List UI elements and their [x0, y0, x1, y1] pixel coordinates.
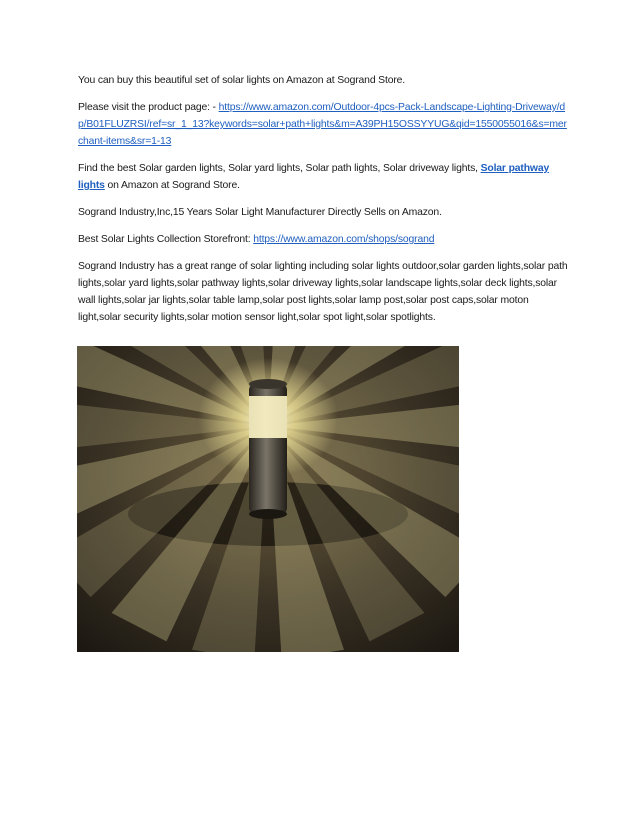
manufacturer-paragraph: Sogrand Industry,Inc,15 Years Solar Light Manufacturer Directly Sells on Amazon. — [78, 207, 442, 218]
storefront-label: Best Solar Lights Collection Storefront: — [78, 234, 254, 245]
intro-paragraph: You can buy this beautiful set of solar lights on Amazon at Sogrand Store. — [78, 75, 406, 86]
solar-pathway-lights-link[interactable]: Solar pathway lights — [78, 163, 550, 191]
storefront-link[interactable]: https://www.amazon.com/shops/sogrand — [253, 234, 435, 245]
solar-light-photo-graphic — [77, 346, 459, 652]
find-best-text: Find the best Solar garden lights, Solar yard lights, Solar path lights, Solar driveway lights, — [78, 163, 481, 174]
storefront-paragraph — [78, 231, 568, 248]
document-body — [78, 72, 568, 336]
find-best-suffix: on Amazon at Sogrand Store. — [104, 180, 240, 191]
product-range-paragraph: Sogrand Industry has a great range of solar lighting including solar lights outdoor,solar garden lights,solar path lights,solar yard lights,solar pathway lights,solar driveway lights,solar landscape lights,solar deck lights,solar wall lights,solar jar lights,solar table lamp,solar post lights,solar lamp post,solar post caps,solar moton light,solar security lights,solar motion sensor light,solar spot light,solar spotlights. — [78, 261, 568, 323]
solar-light-photo — [77, 346, 459, 652]
find-best-paragraph — [78, 160, 568, 194]
product-page-label: Please visit the product page: - — [78, 102, 219, 113]
product-page-paragraph — [78, 99, 568, 150]
product-page-link[interactable]: https://www.amazon.com/Outdoor-4pcs-Pack-Landscape-Lighting-Driveway/dp/B01FLUZRSI/ref=sr_1_13?keywords=solar+path+lights&m=A39PH15OSSYYUG&qid=1550055016&s=merchant-items&sr=1-13 — [78, 102, 567, 147]
